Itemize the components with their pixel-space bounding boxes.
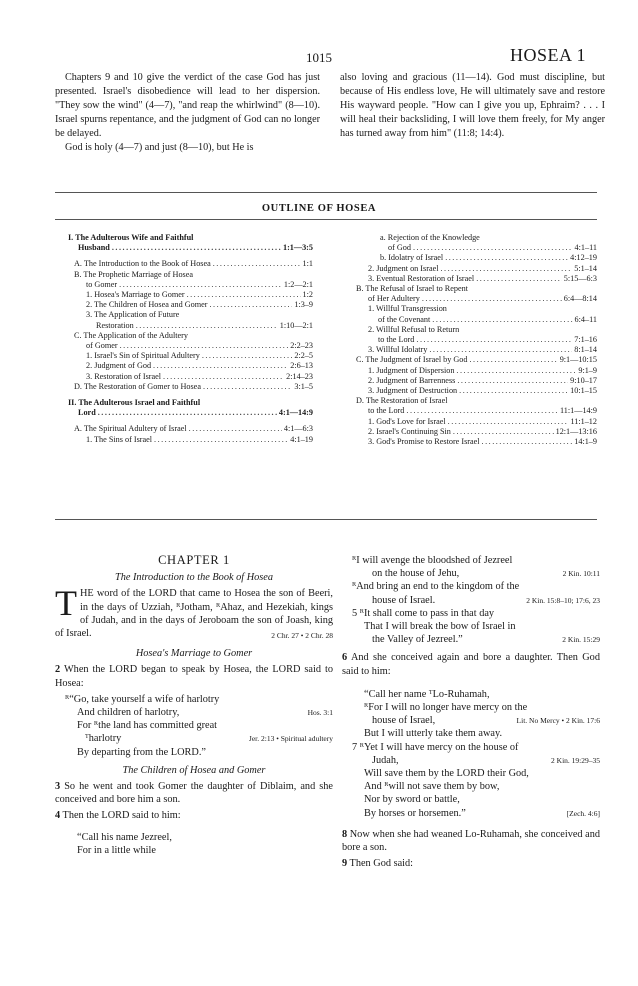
- poem-line: [352, 780, 600, 793]
- verse-text: Now when she had weaned Lo-Ruhamah, she conceived and bore a son.: [342, 828, 601, 854]
- cross-reference: 2 Chr. 27 • 2 Chr. 28: [271, 631, 333, 641]
- poem-line: [65, 693, 333, 706]
- outline-entry: [68, 259, 313, 269]
- verse-6: [342, 651, 600, 677]
- leader-dots: [189, 424, 282, 434]
- outline-entry: [352, 437, 597, 447]
- outline-entry-reference: 2:2–23: [290, 341, 313, 351]
- poem-line-text: By horses or horsemen.”: [364, 807, 466, 819]
- intro-paragraph: also loving and gracious (11—14). God must discipline, but because of His endless love, He will ultimately save and restore His wayward people. "How can I give you up, Ephraim? . . . I will heal their backsliding, I will love them freely, for My anger has turned away from him" (11:8; 14:4).: [340, 72, 605, 139]
- outline-entry-reference: 2:14–23: [286, 371, 313, 381]
- divider: [55, 219, 597, 220]
- poem-line: [352, 580, 600, 593]
- outline-entry: [68, 398, 313, 408]
- outline-entry: [68, 310, 313, 320]
- intro-right-column: [340, 71, 605, 141]
- leader-dots: [154, 435, 288, 445]
- outline-entry-reference: 9:1–9: [578, 365, 597, 375]
- outline-entry-reference: 2:2–5: [294, 351, 313, 361]
- verse-number: 8: [342, 828, 348, 840]
- leader-dots: [153, 361, 288, 371]
- chapter-left-column: [55, 554, 333, 862]
- verse-text: So he went and took Gomer the daughter of Diblaim, and she conceived and bore him a son.: [55, 781, 333, 806]
- poem-line: [352, 793, 600, 806]
- outline-entry-reference: 1:1—3:5: [282, 243, 313, 253]
- outline-entry: [352, 386, 597, 396]
- poem-line-text: ᴿFor I will no longer have mercy on the: [364, 702, 528, 714]
- verse-text: Then God said:: [349, 858, 414, 870]
- outline-entry: [68, 382, 313, 392]
- outline-entry-title: I. The Adulterous Wife and Faithful: [68, 233, 194, 242]
- outline-entry-reference: 6:4–11: [574, 314, 597, 324]
- leader-dots: [441, 264, 573, 274]
- leader-dots: [453, 427, 554, 437]
- outline-entry-reference: 6:4—8:14: [563, 294, 597, 304]
- poem-line-text: ᵀharlotry: [85, 733, 122, 745]
- leader-dots: [432, 315, 572, 325]
- poem-line-text: the Valley of Jezreel.”: [372, 634, 463, 646]
- outline-entry: [352, 335, 597, 345]
- leader-dots: [445, 253, 568, 263]
- outline-entry-reference: 4:1–11: [574, 243, 597, 253]
- leader-dots: [416, 335, 572, 345]
- poem-line-text: But I will utterly take them away.: [364, 728, 503, 740]
- outline-entry-title: to the Lord: [378, 335, 415, 345]
- outline-entry-reference: 9:10–17: [570, 375, 597, 385]
- outline-entry: [352, 304, 597, 314]
- poem-line: [352, 701, 600, 714]
- outline-entry: [68, 233, 313, 243]
- divider: [55, 192, 597, 193]
- poem-line-text: And children of harlotry,: [77, 707, 180, 719]
- outline-entry: [68, 300, 313, 310]
- outline-entry-title: Husband: [78, 243, 110, 253]
- outline-entry-title: 1. Willful Transgression: [368, 304, 447, 314]
- poem-line: [352, 741, 600, 754]
- leader-dots: [422, 294, 562, 304]
- outline-entry: [68, 331, 313, 341]
- outline-entry: [68, 351, 313, 361]
- poem-line-text: house of Israel.: [372, 594, 436, 606]
- outline-entry-title: 1. Judgment of Dispersion: [368, 365, 455, 375]
- cross-reference: Lit. No Mercy • 2 Kin. 17:6: [516, 716, 600, 726]
- divider: [55, 519, 597, 520]
- poem-line: [352, 727, 600, 740]
- outline-entry-title: b. Idolatry of Israel: [380, 253, 444, 263]
- outline-entry-title: 3. Restoration of Israel: [86, 371, 162, 381]
- verse-9: [342, 857, 600, 870]
- outline-entry-title: to Gomer: [86, 279, 118, 289]
- outline-entry: [352, 396, 597, 406]
- poem-line: [65, 732, 333, 745]
- outline-entry-title: 1. The Sins of Israel: [86, 434, 153, 444]
- outline-entry-title: to the Lord: [368, 406, 405, 416]
- leader-dots: [406, 406, 558, 416]
- outline-entry-title: 3. Willful Idolatry: [368, 345, 428, 355]
- outline-entry-reference: 4:1—6:3: [283, 424, 313, 434]
- outline-entry-title: 1. God's Love for Israel: [368, 416, 446, 426]
- poem-line: [65, 831, 333, 844]
- leader-dots: [163, 372, 284, 382]
- cross-reference: Hos. 3:1: [307, 708, 333, 718]
- poem-line-text: “Call his name Jezreel,: [77, 831, 172, 843]
- outline-entry: [68, 361, 313, 371]
- leader-dots: [120, 341, 289, 351]
- poem-line: [352, 554, 600, 567]
- verse-number: 6: [342, 652, 348, 664]
- verse-number: 9: [342, 858, 348, 870]
- intro-paragraph: Chapters 9 and 10 give the verdict of the case God has just presented. Israel's disobedience will lead to her dispersion. "They sow the wind" (4—7), "and reap the whirlwind" (8—10). Israel spurns repentance, and the judgment of God can no longer be delayed.: [55, 72, 320, 139]
- outline-left-column: [68, 233, 313, 445]
- leader-dots: [210, 300, 293, 310]
- poem-line: [65, 746, 333, 759]
- outline-entry: [352, 345, 597, 355]
- outline-entry: [68, 435, 313, 445]
- outline-entry: [352, 284, 597, 294]
- outline-entry-title: 3. Judgment of Destruction: [368, 386, 458, 396]
- leader-dots: [413, 243, 573, 253]
- outline-entry-reference: 1:2: [302, 290, 313, 300]
- outline-entry-title: C. The Judgment of Israel by God: [356, 355, 468, 365]
- outline-right-column: [352, 233, 597, 447]
- poem-line-text: And ᴿwill not save them by bow,: [364, 781, 500, 793]
- outline-entry-title: 2. Judgment of God: [86, 361, 152, 371]
- outline-entry-title: 2. Judgment on Israel: [368, 263, 439, 273]
- outline-entry: [352, 325, 597, 335]
- poem-line: [352, 620, 600, 633]
- outline-entry-title: 1. Hosea's Marriage to Gomer: [86, 290, 185, 300]
- outline-entry-reference: 1:10—2:1: [279, 320, 313, 330]
- poem-block: [352, 554, 600, 646]
- poem-line-text: 7 ᴿYet I will have mercy on the house of: [352, 741, 519, 753]
- section-heading: The Children of Hosea and Gomer: [122, 764, 266, 776]
- leader-dots: [476, 274, 562, 284]
- outline-entry-title: B. The Refusal of Israel to Repent: [356, 284, 468, 294]
- leader-dots: [136, 321, 278, 331]
- leader-dots: [203, 382, 292, 392]
- outline-entry-reference: 9:1—10:15: [559, 355, 597, 365]
- poem-line: [65, 844, 333, 857]
- chapter-title: CHAPTER 1: [158, 553, 230, 567]
- leader-dots: [112, 243, 281, 253]
- poem-line-text: Judah,: [372, 754, 399, 766]
- outline-entry: [68, 341, 313, 351]
- outline-entry-reference: 1:2—2:1: [283, 279, 313, 289]
- outline-entry: [352, 406, 597, 416]
- outline-entry: [352, 315, 597, 325]
- outline-entry: [352, 243, 597, 253]
- outline-entry-title: 2. The Children of Hosea and Gomer: [86, 300, 208, 310]
- section-heading: Hosea's Marriage to Gomer: [135, 648, 253, 660]
- outline-entry: [68, 280, 313, 290]
- outline-entry: [352, 294, 597, 304]
- verse-text: When the LORD began to speak by Hosea, the LORD said to Hosea:: [55, 664, 333, 689]
- outline-entry-reference: 10:1–15: [570, 386, 597, 396]
- verse-text: Then the LORD said to him:: [62, 810, 181, 822]
- outline-entry: [352, 417, 597, 427]
- section-heading: The Introduction to the Book of Hosea: [114, 572, 274, 584]
- verse-text: And she conceived again and bore a daughter. Then God said to him:: [342, 652, 600, 677]
- outline-entry-title: 2. Willful Refusal to Return: [368, 324, 460, 334]
- cross-reference: 2 Kin. 15:8–10; 17:6, 23: [526, 595, 600, 605]
- poem-line-text: ᴿAnd bring an end to the kingdom of the: [352, 581, 520, 593]
- outline-entry-reference: 12:1—13:16: [555, 426, 597, 436]
- outline-entry-title: A. The Spiritual Adultery of Israel: [74, 424, 187, 434]
- leader-dots: [98, 408, 277, 418]
- outline-entry: [68, 243, 313, 253]
- poem-line-text: By departing from the LORD.”: [77, 746, 206, 758]
- outline-entry: [352, 376, 597, 386]
- verse-8: [342, 828, 600, 854]
- poem-line-text: For ᴿthe land has committed great: [77, 720, 218, 732]
- outline-entry-reference: 5:1–14: [574, 263, 597, 273]
- poem-line-text: ᴿ“Go, take yourself a wife of harlotry: [65, 693, 220, 705]
- outline-entry-reference: 11:1—14:9: [560, 406, 597, 416]
- poem-line-text: That I will break the bow of Israel in: [364, 621, 516, 633]
- chapter-right-column: [342, 554, 600, 873]
- poem-line: [352, 567, 600, 580]
- outline-entry: [352, 253, 597, 263]
- outline-entry: [68, 290, 313, 300]
- outline-entry: [68, 424, 313, 434]
- poem-line: [352, 714, 600, 727]
- poem-line-text: 5 ᴿIt shall come to pass in that day: [352, 607, 495, 619]
- outline-entry-title: Restoration: [96, 320, 134, 330]
- leader-dots: [456, 366, 576, 376]
- cross-reference: 2 Kin. 10:11: [562, 569, 600, 579]
- outline-entry: [68, 408, 313, 418]
- poem-line-text: ᴿI will avenge the bloodshed of Jezreel: [352, 555, 513, 566]
- poem-block: [352, 688, 600, 820]
- poem-line-text: Will save them by the LORD their God,: [364, 768, 529, 780]
- outline-entry-title: a. Rejection of the Knowledge: [380, 233, 480, 242]
- outline-entry-title: II. The Adulterous Israel and Faithful: [68, 398, 201, 408]
- book-title: HOSEA 1: [509, 45, 586, 65]
- verse-3: [55, 780, 333, 806]
- outline-entry-title: of God: [388, 243, 411, 253]
- outline-entry-title: D. The Restoration of Israel: [356, 396, 448, 406]
- intro-paragraph: God is holy (4—7) and just (8—10), but He is: [65, 142, 254, 153]
- cross-reference: Jer. 2:13 • Spiritual adultery: [248, 734, 333, 744]
- verse-number: 2: [55, 664, 61, 676]
- outline-entry-reference: 8:1–14: [574, 345, 597, 355]
- outline-entry: [352, 264, 597, 274]
- outline-entry: [352, 233, 597, 243]
- poem-block: [65, 693, 333, 759]
- verse-number: 4: [55, 810, 61, 822]
- verse-2: [55, 663, 333, 689]
- outline-entry-title: of Gomer: [86, 341, 118, 351]
- leader-dots: [429, 345, 572, 355]
- outline-entry-title: 2. Judgment of Barrenness: [368, 375, 456, 385]
- outline-entry-title: 3. The Application of Future: [86, 310, 180, 320]
- outline-title: OUTLINE OF HOSEA: [261, 203, 377, 214]
- poem-line: [65, 719, 333, 732]
- outline-entry-reference: 5:15—6:3: [563, 273, 597, 283]
- leader-dots: [482, 437, 573, 447]
- verse-text: HE word of the LORD that came to Hosea the son of Beeri, in the days of Uzziah, ᴿJotham, ᴿAhaz, and Hezekiah, kings of Judah, and in the days of Jeroboam the son of Joash, king of Israel.: [55, 588, 333, 640]
- page-number: 1015: [306, 50, 332, 65]
- poem-line: [352, 594, 600, 607]
- cross-reference: 2 Kin. 15:29: [562, 635, 600, 645]
- leader-dots: [187, 290, 301, 300]
- poem-line-text: For in a little while: [77, 844, 156, 856]
- poem-line: [352, 633, 600, 646]
- poem-line: [352, 767, 600, 780]
- drop-cap: T: [55, 583, 77, 624]
- leader-dots: [459, 386, 568, 396]
- outline-entry-title: D. The Restoration of Gomer to Hosea: [74, 381, 201, 391]
- outline-entry-title: 1. Israel's Sin of Spiritual Adultery: [86, 351, 200, 361]
- outline-entry-reference: 4:12–19: [570, 253, 597, 263]
- leader-dots: [202, 351, 293, 361]
- outline-entry-title: Lord: [78, 408, 96, 418]
- poem-line: [65, 706, 333, 719]
- outline-entry-title: A. The Introduction to the Book of Hosea: [74, 259, 211, 269]
- outline-entry-title: 2. Israel's Continuing Sin: [368, 426, 451, 436]
- leader-dots: [457, 376, 568, 386]
- leader-dots: [213, 259, 301, 269]
- poem-line: [352, 688, 600, 701]
- outline-entry-reference: 14:1–9: [574, 437, 597, 447]
- leader-dots: [448, 417, 569, 427]
- verse-1: [55, 583, 333, 641]
- poem-line-text: “Call her name ᵀLo-Ruhamah,: [364, 688, 490, 700]
- poem-line-text: house of Israel,: [372, 715, 436, 727]
- outline-entry-title: 3. God's Promise to Restore Israel: [368, 437, 480, 447]
- poem-line-text: Nor by sword or battle,: [364, 794, 460, 806]
- poem-line: [352, 607, 600, 620]
- outline-entry-title: B. The Prophetic Marriage of Hosea: [74, 269, 193, 279]
- outline-entry: [68, 372, 313, 382]
- outline-entry-reference: 2:6–13: [290, 361, 313, 371]
- poem-line: [352, 807, 600, 820]
- cross-reference: 2 Kin. 19:29–35: [551, 755, 600, 765]
- outline-entry-title: 3. Eventual Restoration of Israel: [368, 273, 475, 283]
- outline-entry: [352, 427, 597, 437]
- outline-entry-reference: 3:1–5: [294, 381, 313, 391]
- outline-entry: [352, 366, 597, 376]
- leader-dots: [470, 355, 558, 365]
- intro-left-column: [55, 71, 320, 155]
- poem-line: [352, 754, 600, 767]
- poem-block: [65, 831, 333, 857]
- outline-entry-reference: 4:1–19: [290, 434, 313, 444]
- outline-entry-reference: 7:1–16: [574, 335, 597, 345]
- outline-entry-reference: 4:1—14:9: [278, 408, 313, 418]
- verse-number: 3: [55, 781, 61, 793]
- poem-line-text: on the house of Jehu,: [372, 568, 460, 580]
- outline-entry: [352, 274, 597, 284]
- outline-entry-title: of Her Adultery: [368, 294, 420, 304]
- outline-entry: [68, 321, 313, 331]
- outline-entry-title: of the Covenant: [378, 314, 431, 324]
- outline-entry-reference: 1:3–9: [294, 300, 313, 310]
- leader-dots: [119, 280, 282, 290]
- outline-entry-title: C. The Application of the Adultery: [74, 330, 188, 340]
- outline-entry-reference: 11:1–12: [570, 416, 597, 426]
- verse-4: [55, 809, 333, 822]
- outline-entry: [352, 355, 597, 365]
- outline-entry: [68, 270, 313, 280]
- outline-entry-reference: 1:1: [302, 259, 313, 269]
- cross-reference: [Zech. 4:6]: [566, 808, 600, 818]
